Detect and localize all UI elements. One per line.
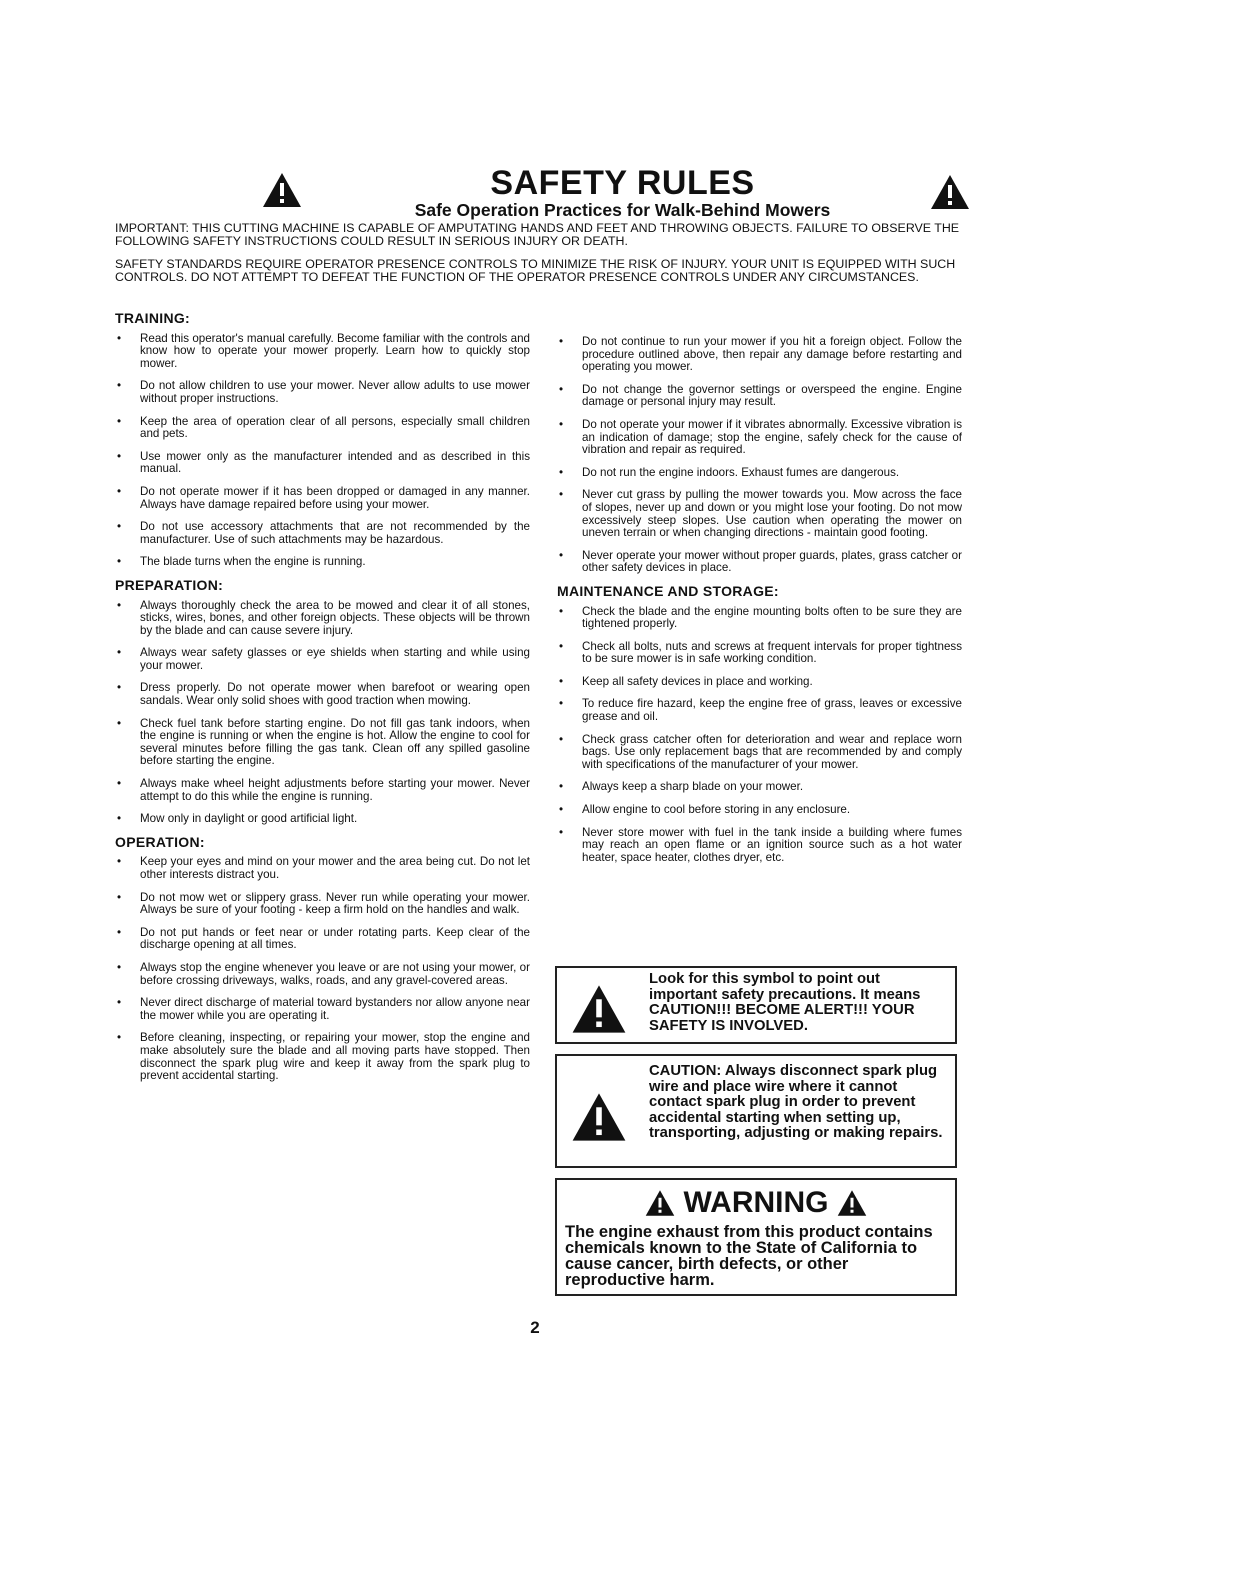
safety-symbol-notice [555, 966, 957, 1044]
list-item: • Do not mow wet or slippery grass. Never run while operating your mower. Always be sure of your footing - keep a firm hold on the handles and walk. [115, 892, 530, 917]
list-item: • Always wear safety glasses or eye shields when starting and while using your mower. [115, 647, 530, 672]
notice-text: Look for this symbol to point out important safety precautions. It means CAUTION!!! BECOME ALERT!!! YOUR SAFETY IS INVOLVED. [649, 971, 921, 1034]
list-item: • Keep all safety devices in place and working. [557, 676, 962, 689]
list-item: • Keep the area of operation clear of all persons, especially small children and pets. [115, 416, 530, 441]
page-number: 2 [530, 1318, 540, 1337]
caution-text: CAUTION: Always disconnect spark plug wire and place wire where it cannot contact spark plug in order to prevent accidental starting when setting up, transporting, adjusting or making repairs. [649, 1063, 943, 1141]
list-item: • Allow engine to cool before storing in any enclosure. [557, 804, 962, 817]
list-item: • Never operate your mower without proper guards, plates, grass catcher or other safety devices in place. [557, 550, 962, 575]
caution-notice [555, 1054, 957, 1168]
list-item: • Never store mower with fuel in the tank inside a building where fumes may reach an open flame or an ignition source such as a hot water heater, space heater, clothes dryer, etc. [557, 827, 962, 865]
maintenance-list [557, 606, 962, 865]
list-item: • Do not put hands or feet near or under rotating parts. Keep clear of the discharge opening at all times. [115, 927, 530, 952]
list-item: • Always keep a sharp blade on your mower. [557, 781, 962, 794]
list-item: • Never cut grass by pulling the mower towards you. Mow across the face of slopes, never up and down or you might lose your footing. Do not mow excessively steep slopes. Use caution when operating the mower on uneven terrain or when changing directions - maintain good footing. [557, 489, 962, 539]
list-item: • Never direct discharge of material toward bystanders nor allow anyone near the mower while you are operating it. [115, 997, 530, 1022]
list-item: • Dress properly. Do not operate mower when barefoot or wearing open sandals. Wear only solid shoes with good traction when mowing. [115, 682, 530, 707]
warning-triangle-icon [645, 1189, 675, 1217]
list-item: • Check grass catcher often for deterioration and wear and replace worn bags. Use only replacement bags that are recommended by and comply with specifications of the manufacturer of your mower. [557, 734, 962, 772]
page-subtitle: Safe Operation Practices for Walk-Behind Mowers [414, 200, 831, 220]
list-item: • Do not run the engine indoors. Exhaust fumes are dangerous. [557, 467, 962, 480]
warning-text: The engine exhaust from this product contains chemicals known to the State of California to cause cancer, birth defects, or other reproductive harm. [565, 1223, 933, 1289]
operation-list [115, 856, 530, 1082]
list-item: • Check all bolts, nuts and screws at frequent intervals for proper tightness to be sure mower is in safe working condition. [557, 641, 962, 666]
warning-triangle-icon [571, 1092, 627, 1147]
left-column [115, 312, 530, 1093]
warning-heading: WARNING [683, 1186, 829, 1220]
list-item: • Mow only in daylight or good artificial light. [115, 813, 530, 826]
list-item: • Do not allow children to use your mower. Never allow adults to use mower without proper instructions. [115, 380, 530, 405]
list-item: • Do not operate your mower if it vibrates abnormally. Excessive vibration is an indication of damage; stop the engine, safely check for the cause of vibration and repair as required. [557, 419, 962, 457]
section-heading-preparation: PREPARATION: [115, 576, 224, 593]
list-item: • Always make wheel height adjustments before starting your mower. Never attempt to do this while the engine is running. [115, 778, 530, 803]
list-item: • Read this operator's manual carefully. Become familiar with the controls and know how to operate your mower properly. Learn how to quickly stop mower. [115, 333, 530, 371]
list-item: • Keep your eyes and mind on your mower and the area being cut. Do not let other interests distract you. [115, 856, 530, 881]
list-item: • Do not continue to run your mower if you hit a foreign object. Follow the procedure outlined above, then repair any damage before restarting and operating you mower. [557, 336, 962, 374]
preparation-list [115, 600, 530, 826]
list-item: • Do not operate mower if it has been dropped or damaged in any manner. Always have damage repaired before using your mower. [115, 486, 530, 511]
operation-continued-list [557, 336, 962, 575]
warning-heading-row [557, 1184, 955, 1221]
section-heading-training: TRAINING: [115, 310, 191, 326]
section-heading-operation: OPERATION: [115, 833, 205, 850]
list-item: • To reduce fire hazard, keep the engine free of grass, leaves or excessive grease and oil. [557, 698, 962, 723]
right-column [557, 336, 962, 874]
training-list [115, 333, 530, 569]
list-item: • Do not use accessory attachments that are not recommended by the manufacturer. Use of such attachments may be hazardous. [115, 521, 530, 546]
page-title: SAFETY RULES [490, 164, 755, 202]
list-item: • The blade turns when the engine is running. [115, 556, 530, 569]
warning-triangle-icon [571, 984, 627, 1039]
standards-notice: SAFETY STANDARDS REQUIRE OPERATOR PRESENCE CONTROLS TO MINIMIZE THE RISK OF INJURY. YOUR UNIT IS EQUIPPED WITH SUCH CONTROLS. DO NOT ATTEMPT TO DEFEAT THE FUNCTION OF THE OPERATOR PRESENCE CONTROLS UNDER ANY CIRCUMSTANCES. [115, 257, 956, 284]
list-item: • Always thoroughly check the area to be mowed and clear it of all stones, sticks, wires, bones, and other foreign objects. These objects will be thrown by the blade and can cause severe injury. [115, 600, 530, 638]
warning-triangle-icon [837, 1189, 867, 1217]
important-notice: IMPORTANT: THIS CUTTING MACHINE IS CAPABLE OF AMPUTATING HANDS AND FEET AND THROWING OBJECTS. FAILURE TO OBSERVE THE FOLLOWING SAFETY INSTRUCTIONS COULD RESULT IN SERIOUS INJURY OR DEATH. [115, 221, 960, 248]
list-item: • Use mower only as the manufacturer intended and as described in this manual. [115, 451, 530, 476]
list-item: • Check fuel tank before starting engine. Do not fill gas tank indoors, when the engine is running or when the engine is hot. Allow the engine to cool for several minutes before filling the gas tank. Clean off any spilled gasoline before starting the engine. [115, 718, 530, 768]
list-item: • Do not change the governor settings or overspeed the engine. Engine damage or personal injury may result. [557, 384, 962, 409]
list-item: • Always stop the engine whenever you leave or are not using your mower, or before crossing driveways, walks, roads, and any gravel-covered areas. [115, 962, 530, 987]
list-item: • Before cleaning, inspecting, or repairing your mower, stop the engine and make absolutely sure the blade and all moving parts have stopped. Then disconnect the spark plug wire and keep it away from the spark plug to prevent accidental starting. [115, 1032, 530, 1082]
list-item: • Check the blade and the engine mounting bolts often to be sure they are tightened properly. [557, 606, 962, 631]
warning-notice [555, 1178, 957, 1296]
section-heading-maintenance: MAINTENANCE AND STORAGE: [557, 582, 779, 599]
